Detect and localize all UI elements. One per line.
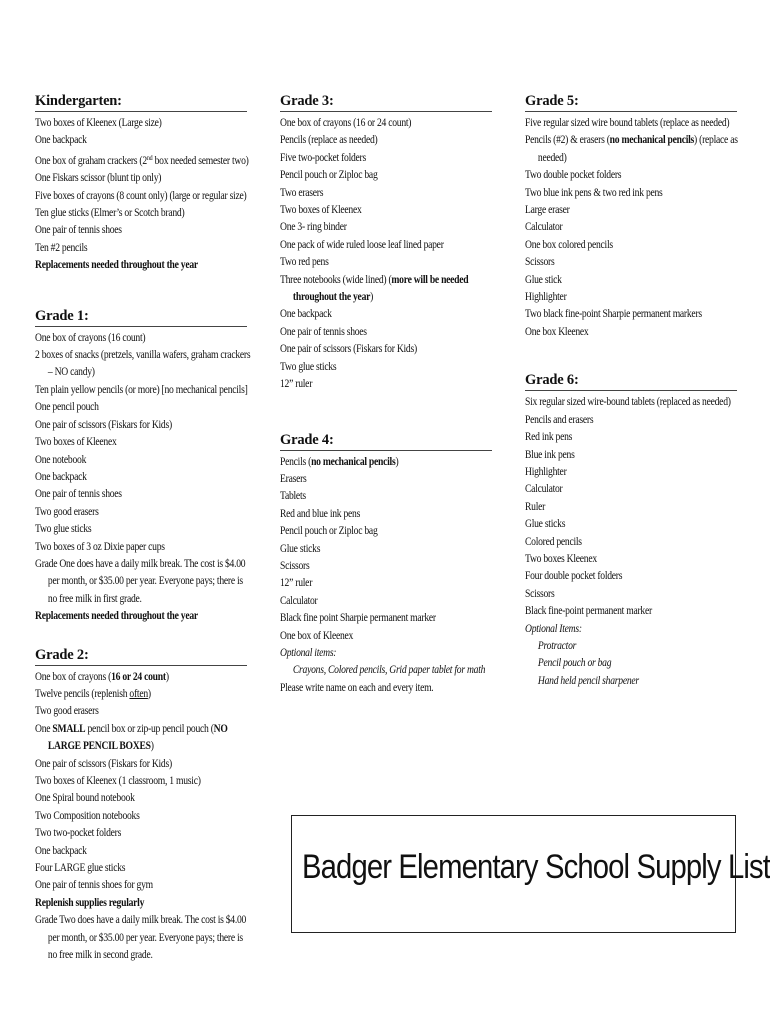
- grade2-section: [35, 646, 247, 965]
- list-item: One backpack: [35, 844, 87, 857]
- list-item: One Fiskars scissor (blunt tip only): [35, 172, 162, 185]
- list-item: Glue sticks: [525, 518, 566, 531]
- name-note: Please write name on each and every item.: [280, 681, 434, 694]
- list-item: One pair of scissors (Fiskars for Kids): [35, 418, 172, 431]
- list-item-continued: needed): [537, 151, 567, 164]
- list-item: Scissors: [280, 559, 310, 572]
- list-item: Ten glue sticks (Elmer’s or Scotch brand): [35, 207, 185, 220]
- milk-note: Grade Two does have a daily milk break. The cost is $4.00: [35, 914, 247, 927]
- column-left: [35, 92, 251, 964]
- list-item: Calculator: [525, 221, 563, 234]
- list-item: Two boxes of Kleenex: [35, 436, 117, 449]
- list-item: 12” ruler: [280, 577, 313, 590]
- replenish-note: Replenish supplies regularly: [35, 896, 145, 909]
- optional-label: Optional Items:: [525, 622, 582, 635]
- list-item: Tablets: [280, 490, 306, 503]
- list-item: One pair of scissors (Fiskars for Kids): [35, 757, 172, 770]
- list-item: Four double pocket folders: [525, 570, 623, 583]
- list-item: One pencil pouch: [35, 401, 99, 414]
- list-item: 2 boxes of snacks (pretzels, vanilla wafers, graham crackers: [35, 349, 251, 362]
- list-item: Colored pencils: [525, 535, 582, 548]
- list-item: One backpack: [280, 308, 332, 321]
- list-item: One pair of scissors (Fiskars for Kids): [280, 343, 417, 356]
- grade4-heading: Grade 4:: [280, 431, 492, 451]
- list-item: One Spiral bound notebook: [35, 792, 135, 805]
- list-item: One pair of tennis shoes: [35, 224, 122, 237]
- optional-item: Hand held pencil sharpener: [537, 674, 639, 687]
- document-title: Badger Elementary School Supply List: [302, 848, 770, 886]
- optional-items: Crayons, Colored pencils, Grid paper tablet for math: [292, 664, 486, 677]
- list-item: Large eraser: [525, 204, 570, 217]
- list-item: Five regular sized wire bound tablets (replace as needed): [525, 117, 730, 129]
- milk-note-continued: no free milk in first grade.: [47, 592, 142, 605]
- list-item: Two double pocket folders: [525, 169, 622, 182]
- list-item: Glue sticks: [280, 542, 321, 555]
- list-item: Red ink pens: [525, 431, 573, 444]
- list-item: Five boxes of crayons (8 count only) (large or regular size): [35, 189, 247, 202]
- list-item: Two blue ink pens & two red ink pens: [525, 186, 663, 199]
- list-item: Pencil pouch or Ziploc bag: [280, 169, 378, 182]
- list-item: Two erasers: [280, 186, 324, 199]
- milk-note: Grade One does have a daily milk break. The cost is $4.00: [35, 557, 246, 570]
- grade2-heading: Grade 2:: [35, 646, 247, 666]
- list-item: One SMALL pencil box or zip-up pencil pouch (NO: [35, 722, 228, 735]
- list-item-continued: throughout the year): [292, 291, 374, 304]
- grade4-section: [280, 431, 492, 698]
- optional-item: Protractor: [537, 639, 577, 652]
- kindergarten-section: [35, 92, 247, 275]
- list-item: One backpack: [35, 134, 87, 147]
- list-item: Three notebooks (wide lined) (more will be needed: [280, 273, 469, 286]
- grade6-section: [525, 371, 737, 690]
- list-item: Black fine point Sharpie permanent marker: [280, 612, 436, 625]
- milk-note-continued: per month, or $35.00 per year. Everyone pays; there is: [47, 575, 243, 588]
- kindergarten-heading: Kindergarten:: [35, 92, 247, 112]
- list-item: Two boxes Kleenex: [525, 552, 597, 565]
- list-item: Scissors: [525, 256, 555, 269]
- list-item: Blue ink pens: [525, 448, 575, 461]
- milk-note-continued: per month, or $35.00 per year. Everyone pays; there is: [47, 931, 243, 944]
- list-item: Ten plain yellow pencils (or more) [no mechanical pencils]: [35, 383, 248, 396]
- list-item: Pencils (replace as needed): [280, 134, 378, 147]
- grade3-section: [280, 92, 492, 394]
- list-item: One box colored pencils: [525, 238, 613, 251]
- list-item: Black fine-point permanent marker: [525, 605, 652, 618]
- list-item: Two good erasers: [35, 505, 99, 518]
- list-item: One notebook: [35, 453, 87, 466]
- list-item: One pair of tennis shoes: [35, 488, 122, 501]
- list-item: Calculator: [525, 483, 563, 496]
- list-item: Pencils and erasers: [525, 413, 594, 426]
- list-item: One 3- ring binder: [280, 221, 347, 234]
- list-item: Two boxes of Kleenex (1 classroom, 1 music): [35, 775, 201, 787]
- list-item: One box of crayons (16 count): [35, 331, 146, 344]
- column-right: [525, 92, 737, 690]
- list-item: Six regular sized wire-bound tablets (replaced as needed): [525, 396, 731, 409]
- grade6-heading: Grade 6:: [525, 371, 737, 391]
- title-box: [291, 815, 770, 933]
- list-item: Two red pens: [280, 256, 329, 269]
- list-item: Ten #2 pencils: [35, 241, 88, 254]
- list-item-continued: – NO candy): [47, 366, 95, 379]
- grade3-heading: Grade 3:: [280, 92, 492, 112]
- list-item: Two good erasers: [35, 705, 99, 718]
- replacement-note: Replacements needed throughout the year: [35, 610, 198, 623]
- list-item: One backpack: [35, 470, 87, 483]
- list-item: Pencils (#2) & erasers (no mechanical pencils) (replace as: [525, 134, 738, 147]
- list-item: One box of Kleenex: [280, 629, 354, 642]
- list-item: 12” ruler: [280, 378, 313, 391]
- list-item: One box of crayons (16 or 24 count): [280, 117, 412, 129]
- grade5-heading: Grade 5:: [525, 92, 737, 112]
- optional-item: Pencil pouch or bag: [537, 657, 612, 670]
- optional-label: Optional items:: [280, 646, 337, 659]
- list-item: Highlighter: [525, 465, 567, 478]
- milk-note-continued: no free milk in second grade.: [47, 949, 153, 962]
- list-item: Pencil pouch or Ziploc bag: [280, 525, 378, 538]
- list-item: Twelve pencils (replenish often): [35, 687, 151, 700]
- list-item: One pair of tennis shoes for gym: [35, 879, 153, 892]
- list-item: Two glue sticks: [35, 523, 92, 536]
- list-item: Highlighter: [525, 291, 567, 304]
- list-item: Five two-pocket folders: [280, 151, 366, 164]
- list-item: Four LARGE glue sticks: [35, 862, 126, 875]
- list-item: Two Composition notebooks: [35, 809, 140, 822]
- list-item: Two glue sticks: [280, 360, 337, 373]
- replacement-note: Replacements needed throughout the year: [35, 259, 198, 272]
- grade1-section: [35, 307, 251, 626]
- list-item: Ruler: [525, 500, 546, 513]
- list-item: Red and blue ink pens: [280, 507, 361, 520]
- grade1-heading: Grade 1:: [35, 307, 247, 327]
- list-item: Two boxes of Kleenex: [280, 204, 362, 217]
- list-item: Calculator: [280, 594, 318, 607]
- grade5-section: [525, 92, 737, 341]
- list-item: Two boxes of 3 oz Dixie paper cups: [35, 540, 165, 553]
- list-item: Scissors: [525, 587, 555, 600]
- list-item: Erasers: [280, 472, 307, 485]
- column-middle: [280, 92, 492, 697]
- list-item: One pack of wide ruled loose leaf lined paper: [280, 238, 444, 251]
- list-item: Two black fine-point Sharpie permanent markers: [525, 308, 702, 321]
- list-item: One box of graham crackers (2nd box needed semester two): [35, 153, 249, 167]
- list-item: One pair of tennis shoes: [280, 325, 367, 338]
- list-item: Two boxes of Kleenex (Large size): [35, 117, 162, 129]
- list-item: Two two-pocket folders: [35, 827, 122, 840]
- list-item: One box Kleenex: [525, 325, 589, 338]
- list-item-continued: LARGE PENCIL BOXES): [47, 740, 154, 753]
- list-item: Glue stick: [525, 273, 562, 286]
- list-item: Pencils (no mechanical pencils): [280, 455, 399, 468]
- list-item: One box of crayons (16 or 24 count): [35, 670, 169, 683]
